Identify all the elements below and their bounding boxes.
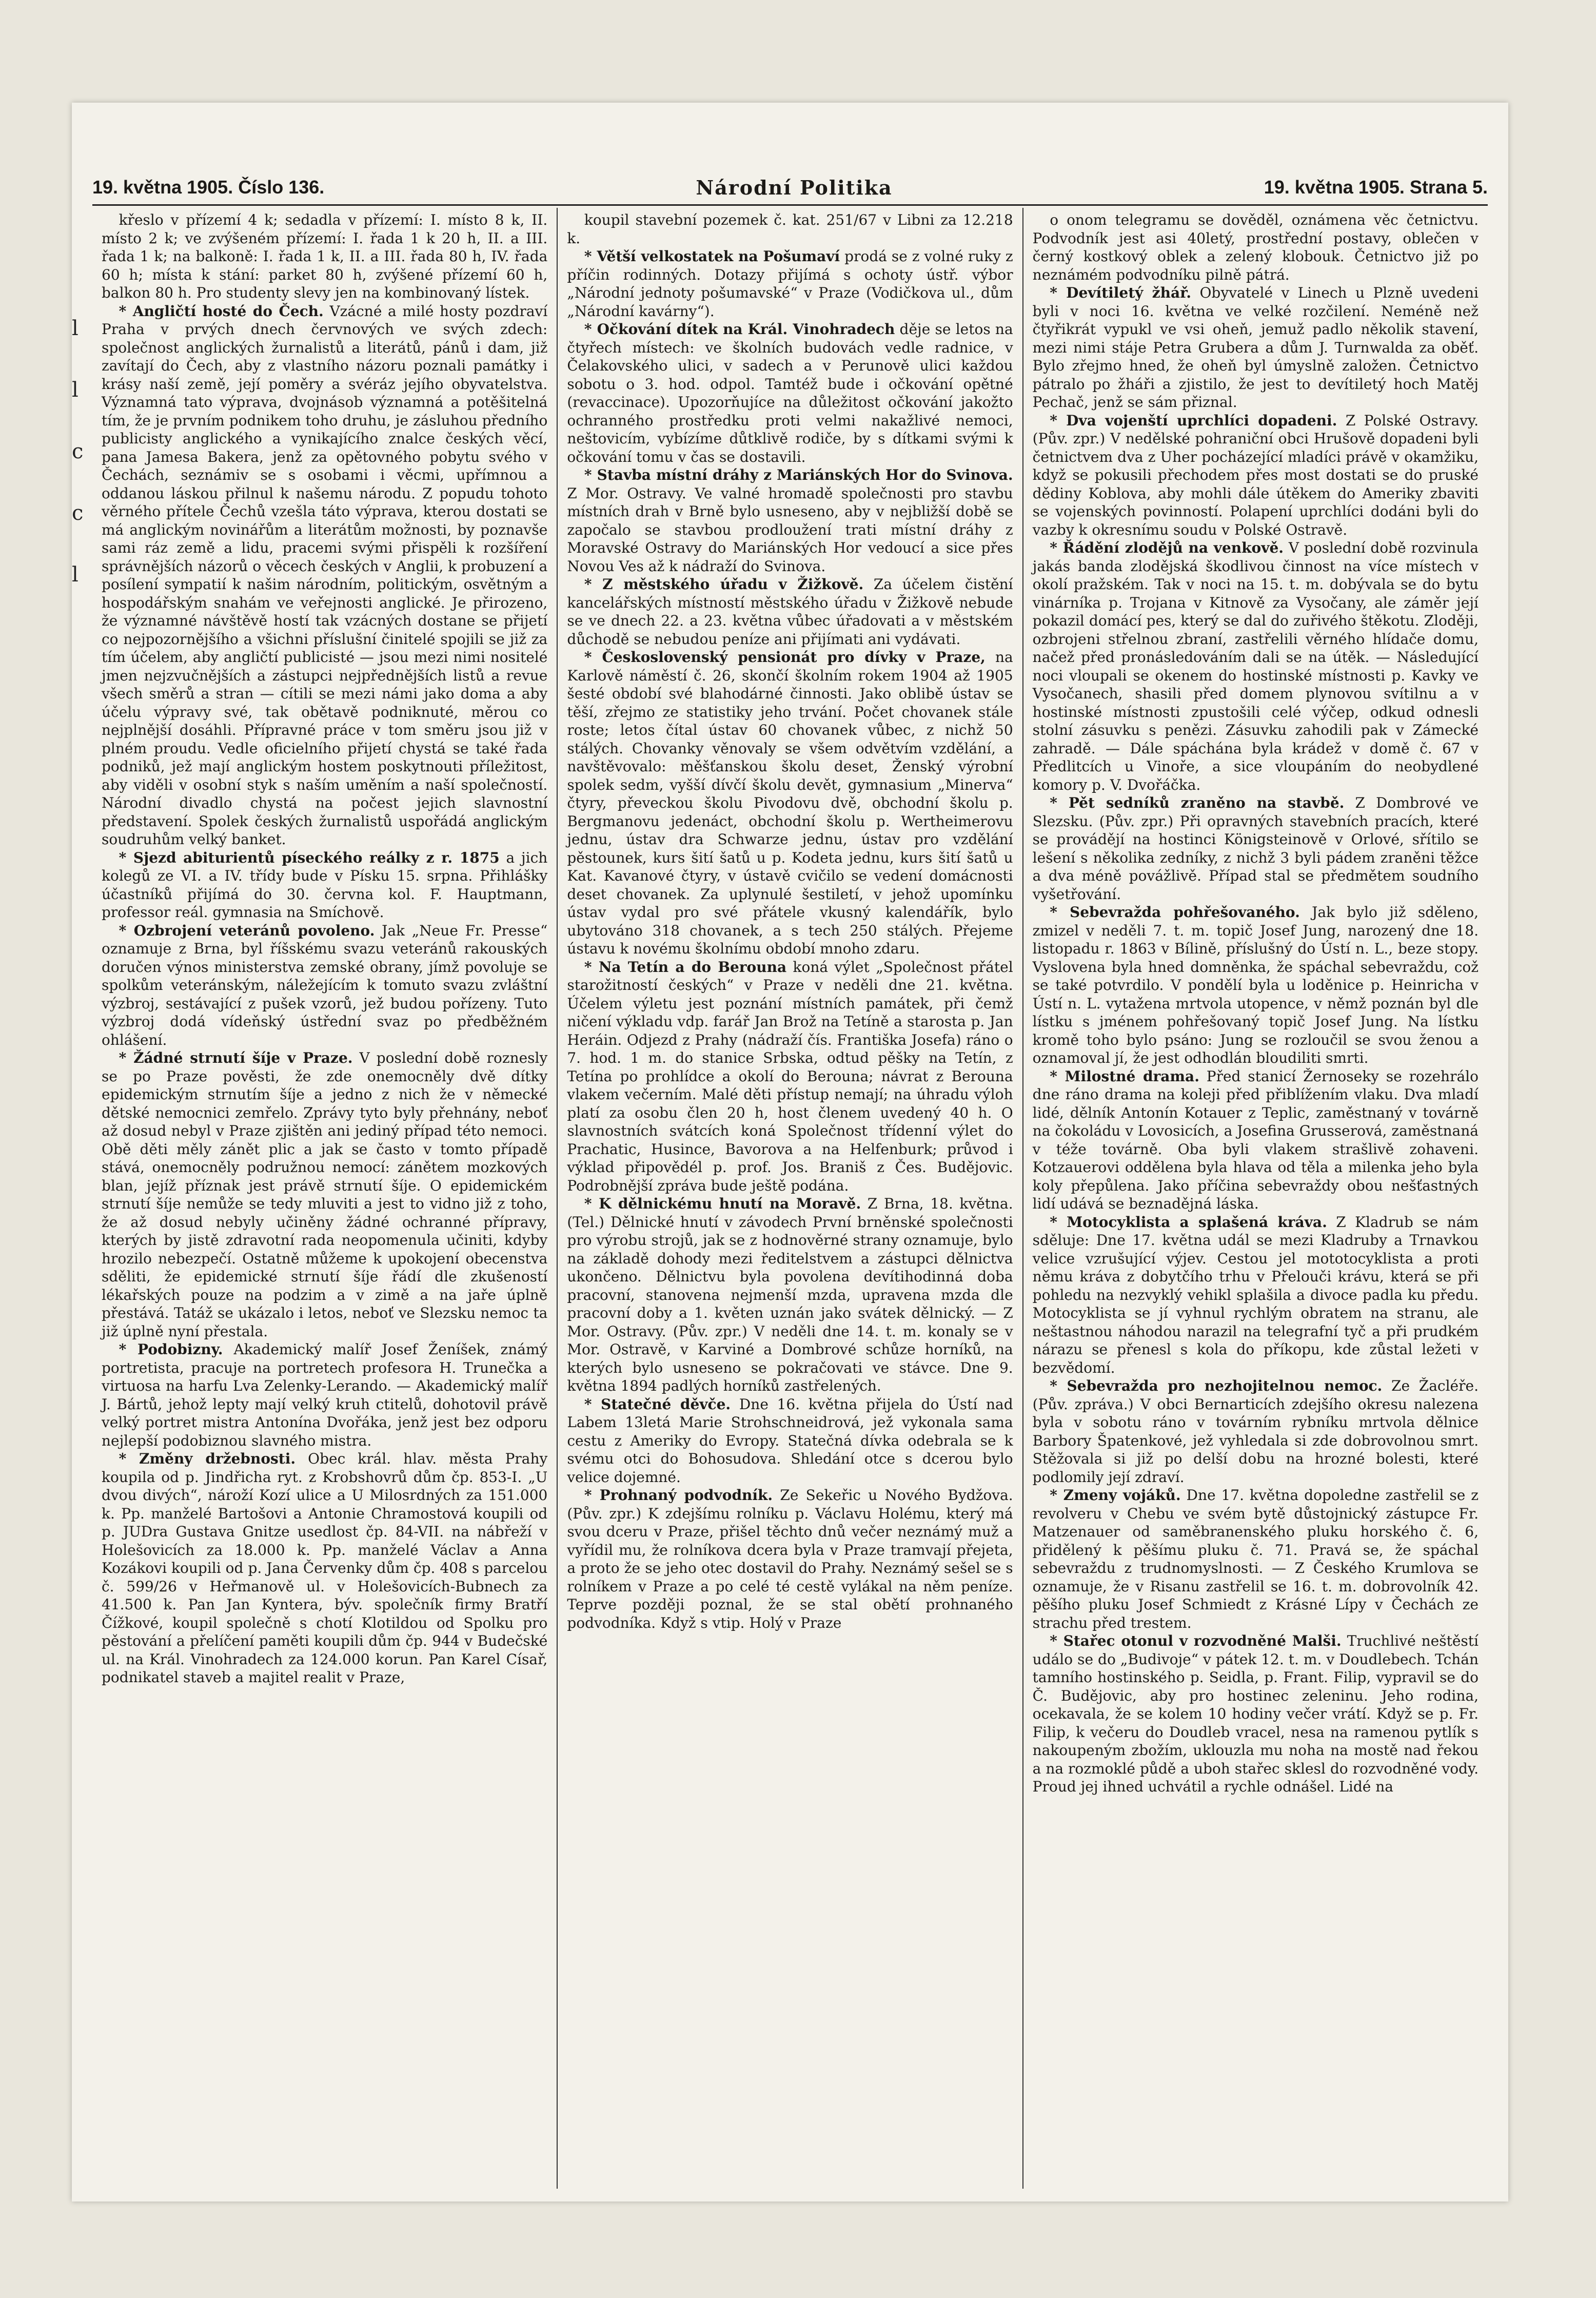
article-headline: * Ozbrojení veteránů povoleno. — [119, 922, 375, 939]
article-body: Ze Sekeřic u Nového Bydžova. (Pův. zpr.) K zdejšímu rolníku p. Václavu Holému, který má svou dceru v Praze, přišel těchto dnů večer neznámý muž a vyřídil mu, že rolníkova dcera byla v Praze tramvají přejeta, a proto že se jeho otec dostavil do Prahy. Neznámý sešel se s rolníkem v Praze a po celé té cestě vylákal na něm peníze. Teprve později poznal, že se stal obětí prohnaného podvodníka. Když s vtip. Holý v Praze — [567, 1487, 1013, 1631]
article — [567, 320, 1013, 466]
margin-mark: l — [72, 563, 78, 587]
article-body: V poslední době roznesly se po Praze pověsti, že zde onemocněly dvě dítky epidemickým strnutím šíje a jedno z nich že v německé dětské nemocnici zemřelo. Zprávy tyto byly přehnány, neboť až dosud nebyl v Praze zjištěn ani jediný případ této nemoci. Obě děti měly zánět plic a jak se často v tomto případě stává, onemocněly podružnou nemocí: zánětem mozkových blan, jejíž příznak jest právě strnutí šíje. O epidemickém strnutí šíje nemůže se tedy mluviti a jest to vidno již z toho, že až dosud nebyly učiněny žádné ochranné přípravy, kterých by jistě zdravotní rada neopomenula učiniti, kdyby hrozilo nebezpečí. Ostatně můžeme k upokojení obecenstva sděliti, že epidemické strnutí šíje řádí dle zkušeností lékařských pouze na podzim a v zimě a na jaře úplně přestává. Tatáž se ukázalo i letos, neboť ve Slezsku nemoc ta již úplně nyní přestala. — [102, 1049, 548, 1340]
article-body: Truchlivé neštěstí událo se do „Budivoje“ v pátek 12. t. m. v Doudlebech. Tchán tamního hostinského p. Seidla, p. Frant. Filip, vypravil se do Č. Budějovic, aby pro hostinec zeleninu. Jeho rodina, ocekavala, že se kolem 10 hodiny večer vrátí. Když se p. Fr. Filip, k večeru do Doudleb vracel, nesa na ramenou pytlík s nakoupeným zbožím, uklouzla mu noha na mostě nad řekou a na rozmoklé půdě a uboh stařec sklesl do rozvodněné vody. Proud jej ihned uchvátil a rychle odnášel. Lidé na — [1032, 1632, 1479, 1795]
article-body: Ze Žacléře. (Pův. zpráva.) V obci Bernarticích zdejšího okresu nalezena byla v sobotu ráno v továrním rybníku mrtvola dělnice Barbory Špatenkové, jež vyhledala si zde dobrovolnou smrt. Stěžovala si již po delší dobu na hrozné bolesti, které podlomily její zdraví. — [1032, 1377, 1479, 1486]
article-headline: * Z městského úřadu v Žižkově. — [584, 576, 864, 593]
article-headline: * Očkování dítek na Král. Vinohradech — [584, 321, 895, 338]
article-body: Akademický malíř Josef Ženíšek, známý portretista, pracuje na portretech profesora H. Trunečka a virtuosa na harfu Lva Zelenky-Lerando. — Akademický malíř J. Bártů, jehož lepty mají velký kruh ctitelů, dohotovil právě velký portret mistra Antonína Dvořáka, jenž jest bez odporu nejlepší podobiznou slavného mistra. — [102, 1341, 548, 1449]
article-headline: * Statečné děvče. — [584, 1395, 731, 1413]
article-headline: * Devítiletý žhář. — [1050, 284, 1192, 301]
article-body: křeslo v přízemí 4 k; sedadla v přízemí: I. místo 8 k, II. místo 2 k; ve zvýšeném přízemí: I. řada 1 k 20 h, II. a III. řada 1 k; na balkoně: I. řada 1 k, II. a III. řada 80 h, IV. řada 60 h; místa k stání: parket 80 h, zvýšené přízemí 60 h, balkon 80 h. Pro studenty slevy jen na kombinovaný lístek. — [102, 211, 548, 301]
article-headline: * Milostné drama. — [1050, 1067, 1199, 1085]
article — [567, 648, 1013, 958]
article-headline: * Československý pensionát pro dívky v Praze, — [584, 649, 986, 666]
article-headline: * Stavba místní dráhy z Mariánských Hor do Svinova. — [584, 466, 1013, 483]
article-body: Z Kladrub se nám sděluje: Dne 17. května udál se mezi Kladruby a Trnavkou velice vzrušující výjev. Cestou jel mototocyklista a proti němu kráva z dobytčího trhu v Přelouči krávu, která se při pohledu na nezvyklý vehikl splašila a divoce padla ku předu. Motocyklista se jí vyhnul rychlým obratem na stranu, ale neštastnou náhodou narazil na telegrafní tyč a při prudkém nárazu se přenesl s kola do příkopu, kde zůstal ležeti v bezvědomí. — [1032, 1213, 1479, 1376]
article — [102, 922, 547, 1049]
article — [1033, 412, 1479, 539]
article-headline: * Žádné strnutí šíje v Praze. — [119, 1049, 353, 1066]
article-body: Za účelem čistění kancelářských místností městského úřadu v Žižkově nebude se ve dnech 22. a 23. května vůbec úřadovati a v městském důchodě se nebudou peníze ani přijímati ani vydávati. — [567, 576, 1013, 648]
article — [102, 302, 547, 849]
article — [1033, 1486, 1479, 1632]
article-headline: * Na Tetín a do Berouna — [584, 958, 787, 976]
article-headline: * Řádění zlodějů na venkově. — [1050, 539, 1284, 556]
article-body: Jak bylo již sděleno, zmizel v neděli 7. t. m. topič Josef Jung, narozený dne 18. listopadu r. 1863 v Bílině, příslušný do Ústí n. L., beze stopy. Vyslovena byla hned domněnka, že spáchal sebevraždu, což se také potvrdilo. V pondělí byla u loděnice p. Heinricha v Ústí n. L. vytažena mrtvola utopence, v němž poznán byl dle lístku s jménem pohřešovaný topič Josef Jung. Na lístku kromě toho bylo psáno: Jung se rozloučil se svou ženou a oznamoval jí, že jest odhodlán bloudiliti smrti. — [1032, 904, 1479, 1066]
article-body: Jak „Neue Fr. Presse“ oznamuje z Brna, byl říšskému svazu veteránů rakouských doručen výnos ministerstva zemské obrany, jímž povoluje se spolkům veteránským, náležejícím k tomuto svazu zvláštní výzbroj, sestávající z pušek vzorů, jež budou pořízeny. Tuto výzbroj dodá vídeňský ústřední svaz po předběžném ohlášení. — [102, 922, 548, 1048]
header-date-issue: 19. května 1905. Číslo 136. — [92, 177, 325, 198]
article — [102, 211, 547, 302]
article-headline: * Dva vojenští uprchlíci dopadeni. — [1050, 412, 1337, 429]
article — [102, 1340, 547, 1450]
article — [102, 849, 547, 922]
article-headline: * Zmeny vojáků. — [1050, 1487, 1181, 1504]
article — [567, 1395, 1013, 1487]
text-columns — [92, 208, 1488, 2189]
article — [567, 1486, 1013, 1632]
article-body: Obec král. hlav. města Prahy koupila od p. Jindřicha ryt. z Krobshovrů dům čp. 853-I. „U dvou divých“, nároží Kozí ulice a U Milosrdných za 151.000 k. Pp. manželé Bartošovi a Antonie Chramostová koupili od p. JUDra Gustava Gnitze usedlost čp. 84-VII. na nábřeží v Holešovicích za 18.000 k. Pp. manželé Václav a Anna Kozákovi koupili od p. Jana Červenky dům čp. 408 s parcelou č. 599/26 v Heřmanově ul. v Holešovicích-Bubnech za 41.500 k. Pan Jan Kyntera, býv. společník firmy Bratří Čížkové, koupil společně s chotí Klotildou od Spolku pro pěstování a přelíčení paměti koupili dům čp. 944 v Budečské ul. na Král. Vinohradech za 124.000 korun. Pan Karel Císař, podnikatel staveb a majitel realit v Praze, — [102, 1450, 548, 1686]
column-3 — [1022, 208, 1488, 2189]
article — [102, 1049, 547, 1340]
article-body: Vzácné a milé hosty pozdraví Praha v prvých dnech červnových ve svých zdech: společnost anglických žurnalistů a literátů, pánů i dam, již zavítají do Čech, aby z vlastního názoru poznali památky i krásy naší země, její poměry a svéráz jejího obyvatelstva. Významná tato výprava, dvojnásob významná a potěšitelná tím, že je prvním podnikem toho druhu, je zásluhou předního publicisty anglického a vynikajícího znalce českých věcí, pana Jamesa Bakera, jenž za opětovného pobytu svého v Čechách, seznámiv se s osobami i věcmi, upřímnou a oddanou láskou přilnul k našemu národu. Z popudu tohoto věrného přítele Čechů vzešla táto výprava, kterou dostati se má anglickým novinářům a literátům možnosti, by poznavše sami ráz země a lidu, pracemi svými přispěli k rozšíření správnějších názorů o věcech českých v Anglii, k probuzení a posílení sympatií k našim národním, politickým, osvětným a hospodářským snahám ve veřejnosti anglické. Je přirozeno, že významné návštěvě hostí tak vzácných dostane se přijetí co nejpozornějšího a všichni příslušní činitelé spojili se již za tím účelem, aby angličtí publicisté — jsou mezi nimi nositelé jmen nejzvučnějších a zástupci nejpřednějších listů a revue všech směrů a stran — cítili se mezi námi jako doma a aby účelu výpravy své, tak obětavě podniknuté, měrou co nejplnější dosáhli. Přípravné práce v tom směru jsou již v plném proudu. Vedle oficielního přijetí chystá se také řada podniků, jež mají anglickým hostem poskytnouti příležitost, aby viděli v osobní styk s naším uměním a naší společností. Národní divadlo chystá na počest jejich slavnostní představení. Spolek českých žurnalistů uspořádá anglickým soudruhům velký banket. — [102, 302, 548, 848]
article — [1033, 1213, 1479, 1377]
article-body: Z Mor. Ostravy. Ve valné hromadě společnosti pro stavbu místních drah v Brně bylo usneseno, aby v nejbližší době se započalo se stavbou prodloužení trati místní dráhy z Moravské Ostravy do Mariánských Hor vedoucí a sice přes Novou Ves až k nádraží do Svinova. — [567, 484, 1013, 575]
article-headline: * Pět sedníků zraněno na stavbě. — [1050, 794, 1345, 811]
article — [1033, 1632, 1479, 1796]
masthead-title: Národní Politika — [696, 176, 893, 199]
margin-mark: c — [72, 440, 84, 463]
header-rule — [92, 204, 1488, 206]
article-body: prodá se z volné ruky z příčin rodinných. Dotazy přijímá s ochoty ústř. výbor „Národní jednoty pošumavské“ v Praze (Vodičkova ul., dům „Národní kavárny“). — [567, 248, 1013, 320]
article — [102, 1450, 547, 1687]
article-headline: * Změny držebnosti. — [119, 1450, 296, 1467]
article-body: koupil stavební pozemek č. kat. 251/67 v Libni za 12.218 k. — [567, 211, 1013, 247]
article-body: Dne 17. května dopoledne zastřelil se z revolveru v Chebu ve svém bytě důstojnický zástupce Fr. Matzenauer od saměbranenského pluku horského č. 6, přidělený k pěšímu pluku č. 71. Pravá se, že spáchal sebevraždu z trudnomyslnosti. — Z Českého Krumlova se oznamuje, že v Risanu zastřelil se 16. t. m. dobrovolník 42. pěšího pluku Josef Schmiedt z Krásné Lípy v Čechách ze strachu před trestem. — [1032, 1487, 1479, 1631]
article-headline: * Prohnaný podvodník. — [584, 1487, 773, 1504]
article — [1033, 211, 1479, 284]
article — [1033, 284, 1479, 412]
article-body: na Karlově náměstí č. 26, skončí školním rokem 1904 až 1905 šesté období své blahodárné činnosti. Jako oblibě ústav se těší, zřejmo ze statistiky jeho trvání. Počet chovanek stále roste; letos čítal ústav 60 chovanek vůbec, z nichž 50 stálých. Chovanky věnovaly se všem odvětvím vzdělání, a navštěvovalo: měšťanskou školu deset, Ženský výrobní spolek sedm, vyšší dívčí školu devět, gymnasium „Minerva“ čtyry, převeckou školu Pivodovu dvě, obchodní školu p. Bergmanovu jedenáct, obchodní školu p. Wertheimerovu jednu, ústav dra Schwarze jednu, ústav pro vzdělání pěstounek, kurs šití šatů u p. Kodeta jednu, kurs šití šatů u Kat. Kavanové čtyry, v ústavě cvičilo se vedení domácnosti deset chovanek. Za uplynulé šestiletí, v jehož upomínku ústav vydal pro své přátele vkusný kalendářík, bylo ubytováno 318 chovanek, a s tech 250 stálých. Přejeme ústavu k novému školnímu období mnoho zdaru. — [567, 649, 1013, 957]
article-body: Dne 16. května přijela do Ústí nad Labem 13letá Marie Strohschneidrová, jež vykonala sama cestu z Ameriky do Evropy. Statečná dívka odebrala se k svému otci do Bohosudova. Shledání otce s dcerou bylo velice dojemné. — [567, 1395, 1013, 1486]
article-headline: * Větší velkostatek na Pošumaví — [584, 248, 840, 265]
article — [567, 211, 1013, 247]
article-headline: * Stařec otonul v rozvodněné Malši. — [1050, 1632, 1342, 1649]
article-body: Před stanicí Žernoseky se rozehrálo dne ráno drama na koleji před přiblížením vlaku. Dva mladí lidé, dělník Antonín Kotauer z Teplic, zaměstnaný v továrně na čokoládu v Lovosicích, a Josefina Grusserová, zaměstnaná v téže továrně. Oba byli vlakem strašlivě zohaveni. Kotzauerovi oddělena byla hlava od těla a milenka jeho byla koly přepůlena. Jako příčina sebevraždy obou nešťastných lidí udává se beznadějná láska. — [1032, 1067, 1479, 1212]
article-headline: * Podobizny. — [119, 1341, 223, 1358]
article-body: Z Brna, 18. května. (Tel.) Dělnické hnutí v závodech První brněnské společnosti pro výrobu strojů, jak se z hodnověrné strany oznamuje, bylo na základě dohody mezi ředitelstvem a zástupci dělnictva ukončeno. Dělnictvu byla povolena devítihodinná doba pracovní, stanovena nejmenší mzda, upravena mzda dle pracovní doby a 1. květen uznán jako svátek dělnický. — Z Mor. Ostravy. (Pův. zpr.) V neděli dne 14. t. m. konaly se v Mor. Ostravě, v Karviné a Dombrové schůze horníků, na kterých bylo usneseno se pokračovati ve stávce. Dne 9. května 1894 padlých horníků zastřelených. — [567, 1195, 1013, 1394]
article-body: děje se letos na čtyřech místech: ve školních budovách vedle radnice, v Čelakovského ulici, v sadech a v Perunově ulici každou sobotu o 3. hod. odpol. Tamtéž bude i očkování opětné (revaccinace). Upozorňujíce na důležitost očkování jakožto ochranného prostředku proti velmi nakažlivé nemoci, neštovicím, vybízíme důtklivě rodiče, by s dítkami svými k očkování tomu v čas se dostavili. — [567, 321, 1013, 465]
article-headline: * Motocyklista a splašená kráva. — [1050, 1213, 1327, 1231]
column-1 — [92, 208, 557, 2189]
margin-mark: l — [72, 317, 78, 340]
article-body: Z Polské Ostravy. (Pův. zpr.) V nedělské pohraniční obci Hrušově dopadeni byli četnictvem dva z Uher pocházející mladíci právě v okamžiku, když se pokusili přechodem přes most dostati se do pruské dědiny Koblova, aby mohli dále útěkem do Ameriky zbaviti se vojenských povinností. Polapení uprchlíci dodáni byli do vazby k okresnímu soudu v Polské Ostravě. — [1032, 412, 1479, 538]
margin-mark: c — [72, 501, 84, 525]
article-body: V poslední době rozvinula jakás banda zlodějská škodlivou činnost na více místech v okolí pražském. Tak v noci na 15. t. m. dobývala se do bytu vinárníka p. Trojana v Kitnově za Vysočany, ale záměr její pokazil domácí pes, který se dal do zuřivého štěkotu. Zloději, ozbrojeni střelnou zbraní, zastřelili věrného hlídače domu, načež před pronásledováním dali se na útěk. — Následující noci vloupali se okenem do hostinské místnosti p. Kavky ve Vysočanech, shasili před domem plynovou svítilnu a v hostinské místnosti zpustošili celé výčep, odkud odnesli stolní zásuvku s penězi. Zásuvku zahodili pak v Zámecké zahradě. — Dále spáchána byla krádež v domě č. 67 v Předlitcích u Vinoře, a sice vloupáním do neobydlené komory p. V. Dvořáčka. — [1032, 539, 1479, 793]
article — [1033, 1377, 1479, 1486]
article — [1033, 1067, 1479, 1213]
header-date-page: 19. května 1905. Strana 5. — [1264, 177, 1488, 198]
article — [1033, 903, 1479, 1067]
newspaper-page — [72, 103, 1508, 2202]
article — [567, 958, 1013, 1195]
article — [567, 1195, 1013, 1395]
article — [567, 466, 1013, 575]
article-headline: * Sebevražda pro nezhojitelnou nemoc. — [1050, 1377, 1383, 1394]
article — [567, 247, 1013, 320]
article-body: o onom telegramu se dověděl, oznámena věc četnictvu. Podvodník jest asi 40letý, prostřední postavy, oblečen v černý kostkový oblek a zelený klobouk. Četnictvo již po neznámém podvodníku pilně pátrá. — [1032, 211, 1479, 283]
page-header — [92, 172, 1488, 203]
article-body: Obyvatelé v Linech u Plzně uvedeni byli v noci 16. května ve velké rozčilení. Neméně než čtyřikrát vypukl ve vsi oheň, jemuž padlo několik stavení, mezi nimi stáje Petra Grubera a dům J. Turnwalda za oběť. Bylo zřejmo hned, že oheň byl úmyslně založen. Četnictvo pátralo po žháři a zjistilo, že jest to devítiletý hoch Matěj Pechač, jenž se sám přiznal. — [1032, 284, 1479, 411]
column-2 — [557, 208, 1022, 2189]
margin-marks — [72, 298, 92, 606]
article-body: Z Dombrové ve Slezsku. (Pův. zpr.) Při opravných stavebních pracích, které se provádějí na hostinci Königsteinově v Orlové, sřítilo se lešení s několika zedníky, z nichž 3 byli pádem zraněni těžce a dva méně povážlivě. Případ stal se předmětem soudního vyšetřování. — [1032, 794, 1479, 903]
article-body: koná výlet „Společnost přátel starožitností českých“ v Praze v neděli dne 21. května. Účelem výletu jest poznání místních památek, při čemž ničení výkladu vdp. farář Jan Brož na Tetíně a starosta p. Jan Heráin. Odjezd z Prahy (nádraží čís. Františka Josefa) ráno o 7. hod. 1 m. do stanice Srbska, odtud pěšky na Tetín, z Tetína po prohlídce a okolí do Berouna; návrat z Berouna vlakem večerním. Malé děti přístup nemají; na úhradu výloh platí za osobu člen 20 h, host členem uvedený 40 h. O slavnostních svátcích koná Společnost třídenní výlet do Prachatic, Husince, Bavorova a na Helfenburk; průvod i výklad připovědél p. prof. Jos. Braniš z Čes. Budějovic. Podrobnější zpráva bude ještě podána. — [567, 958, 1013, 1194]
article-headline: * Sjezd abiturientů píseckého reálky z r. 1875 — [119, 849, 500, 866]
article — [1033, 794, 1479, 903]
article — [1033, 539, 1479, 794]
article-headline: * Sebevražda pohřešovaného. — [1050, 904, 1300, 921]
article-headline: * Angličtí hosté do Čech. — [119, 302, 324, 320]
article-body: a jich kolegů ze VI. a IV. třídy bude v Písku 15. srpna. Přihlášky účastníků přijímá do 30. června kol. F. Hauptmann, professor reál. gymnasia na Smíchově. — [102, 849, 548, 921]
article-headline: * K dělnickému hnutí na Moravě. — [584, 1195, 861, 1212]
article — [567, 575, 1013, 648]
margin-mark: l — [72, 378, 78, 402]
